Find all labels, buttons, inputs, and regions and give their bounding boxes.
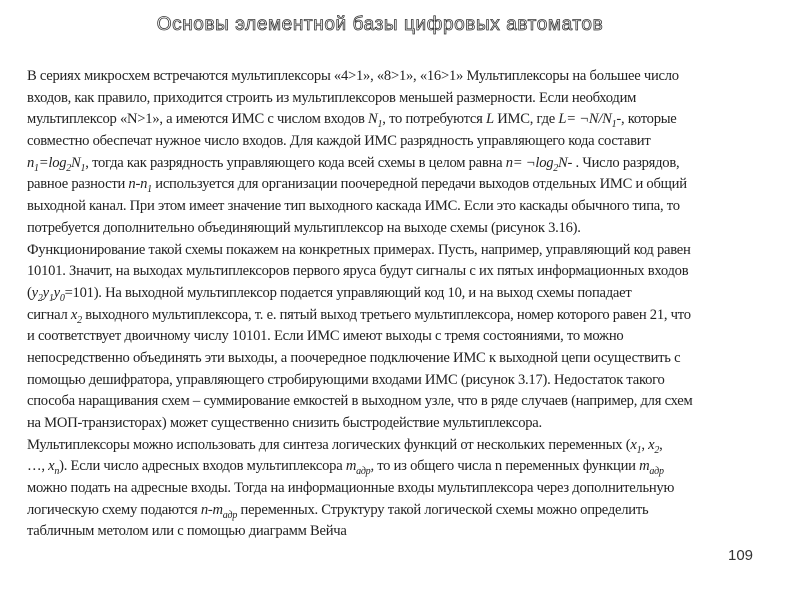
text-segment: В сериях микросхем встречаются мультиплексоры «4>1», «8>1», «16>1» Мультиплексоры на большее число bbox=[27, 68, 679, 84]
math-text: x bbox=[70, 306, 78, 323]
math-text: n bbox=[27, 154, 35, 171]
text-line bbox=[27, 174, 693, 196]
text-line bbox=[27, 218, 693, 240]
text-segment: потребуется дополнительно объединяющий мультиплексор на выходе схемы (рисунок 3.16). bbox=[27, 219, 581, 236]
text-segment: , bbox=[659, 436, 663, 453]
math-text: x bbox=[630, 436, 637, 453]
text-line bbox=[27, 109, 693, 131]
text-line bbox=[27, 500, 693, 522]
math-text: x bbox=[48, 458, 55, 475]
text-segment: Мультиплексоры можно использовать для синтеза логических функций от нескольких переменных ( bbox=[27, 436, 631, 453]
text-segment: =101). На выходной мультиплексор подается управляющий код 10, и на выход схемы попадает bbox=[64, 284, 632, 301]
text-segment: входов, как правило, приходится строить из мультиплексоров меньшей размерности. Если необходим bbox=[27, 89, 637, 106]
subscript-text: n bbox=[54, 466, 60, 478]
text-segment: , то потребуются bbox=[382, 111, 486, 128]
subscript-text: 1 bbox=[147, 184, 152, 196]
slide-title: Основы элементной базы цифровых автоматов bbox=[156, 14, 604, 35]
text-segment: совместно обеспечат нужное число входов. Для каждой ИМС разрядность управляющего кода составит bbox=[27, 133, 651, 150]
text-line bbox=[27, 305, 693, 327]
text-line bbox=[27, 370, 693, 392]
math-text: y bbox=[42, 284, 49, 301]
text-segment: Функционирование такой схемы покажем на конкретных примерах. Пусть, например, управляющий код равен bbox=[27, 241, 691, 258]
math-text: x bbox=[648, 436, 655, 453]
math-text: n-n bbox=[128, 176, 148, 193]
text-segment: , тогда как разрядность управляющего кода всей схемы в целом равна bbox=[85, 154, 506, 171]
text-line bbox=[27, 153, 693, 175]
text-line bbox=[27, 131, 693, 153]
body-text bbox=[27, 66, 693, 543]
page-number: 109 bbox=[728, 547, 754, 564]
text-line bbox=[27, 283, 693, 305]
math-text: N bbox=[368, 111, 378, 128]
math-text: m bbox=[345, 458, 357, 475]
math-text: L= ¬N/N bbox=[558, 111, 612, 128]
text-segment: ИМС, где bbox=[493, 111, 559, 128]
math-text: m bbox=[639, 458, 650, 475]
text-segment: мультиплексор «N>1», а имеются ИМС с числом входов bbox=[27, 111, 369, 128]
text-segment: переменных. Структуру такой логической схемы можно определить bbox=[237, 501, 649, 518]
text-segment: равное разности bbox=[27, 176, 129, 193]
text-segment: 10101. Значит, на выходах мультиплексоров первого яруса будут сигналы с их пятых информационных входов bbox=[27, 263, 689, 280]
text-line bbox=[27, 326, 693, 348]
text-line bbox=[27, 240, 693, 262]
math-text: L bbox=[485, 111, 494, 128]
subscript-text: 2 bbox=[77, 314, 82, 326]
text-segment: способа наращивания схем – суммирование емкостей в выходном узле, что в ряде случаев (например, для схем bbox=[27, 393, 693, 410]
math-text: y bbox=[31, 284, 38, 301]
subscript-text: 1 bbox=[80, 162, 86, 174]
text-segment: можно подать на адресные входы. Тогда на информационные входы мультиплексора через дополнительную bbox=[27, 480, 675, 497]
text-segment: помощью дешифратора, управляющего стробирующими входами ИМС (рисунок 3.17). Недостаток такого bbox=[27, 371, 665, 388]
subscript-text: 1 bbox=[34, 162, 39, 174]
text-segment: и соответствует двоичному числу 10101. Если ИМС имеют выходы с тремя состояниями, то можно bbox=[27, 328, 624, 345]
text-line bbox=[27, 348, 693, 370]
subscript-text: 1 bbox=[377, 119, 383, 131]
subscript-text: 1 bbox=[636, 444, 642, 456]
text-segment: , bbox=[641, 436, 649, 453]
text-segment: - . Число разрядов, bbox=[567, 154, 680, 171]
text-line bbox=[27, 456, 693, 478]
text-line bbox=[27, 521, 693, 543]
subscript-text: адр bbox=[356, 466, 371, 478]
subscript-text: адр bbox=[222, 509, 238, 521]
math-text: =log bbox=[38, 154, 67, 171]
text-line bbox=[27, 261, 693, 283]
math-text: y bbox=[53, 284, 60, 301]
text-line bbox=[27, 66, 693, 88]
text-segment: -, которые bbox=[616, 111, 677, 128]
math-text: n= ¬log bbox=[505, 154, 554, 171]
text-segment: ). Если число адресных входов мультиплексора bbox=[59, 458, 346, 475]
text-line bbox=[27, 391, 693, 413]
subscript-text: 2 bbox=[553, 162, 559, 174]
text-segment: …, bbox=[27, 458, 49, 475]
text-segment: непосредственно объединять эти выходы, а поочередное подключение ИМС к выходной цепи осуществить с bbox=[27, 349, 681, 366]
subscript-text: 2 bbox=[66, 162, 72, 174]
text-line bbox=[27, 435, 693, 457]
subscript-text: 1 bbox=[611, 119, 617, 131]
subscript-text: 1 bbox=[48, 292, 54, 304]
text-line bbox=[27, 88, 693, 110]
math-text: N bbox=[71, 154, 81, 171]
subscript-text: 2 bbox=[37, 292, 43, 304]
subscript-text: 0 bbox=[59, 292, 65, 304]
subscript-text: адр bbox=[649, 466, 664, 478]
subscript-text: 2 bbox=[654, 444, 660, 456]
text-segment: выходного мультиплексора, т. е. пятый выход третьего мультиплексора, номер которого равен 21, что bbox=[81, 306, 691, 323]
text-line bbox=[27, 196, 693, 218]
text-segment: на МОП-транзисторах) может существенно снизить быстродействие мультиплексора. bbox=[27, 415, 542, 431]
text-segment: выходной канал. При этом имеет значение тип выходного каскада ИМС. Если это каскады обычного типа, то bbox=[27, 198, 680, 215]
text-segment: табличным метолом или с помощью диаграмм Вейча bbox=[27, 523, 347, 540]
math-text: N bbox=[558, 154, 568, 171]
text-segment: используется для организации поочередной передачи выходов отдельных ИМС и общий bbox=[151, 176, 687, 193]
text-segment: логическую схему подаются bbox=[27, 501, 201, 518]
text-line bbox=[27, 478, 693, 500]
text-segment: сигнал bbox=[27, 306, 71, 323]
math-text: n-m bbox=[200, 501, 223, 518]
text-line bbox=[27, 413, 693, 435]
text-segment: ( bbox=[27, 284, 32, 301]
text-segment: , то из общего числа n переменных функции bbox=[370, 458, 640, 475]
